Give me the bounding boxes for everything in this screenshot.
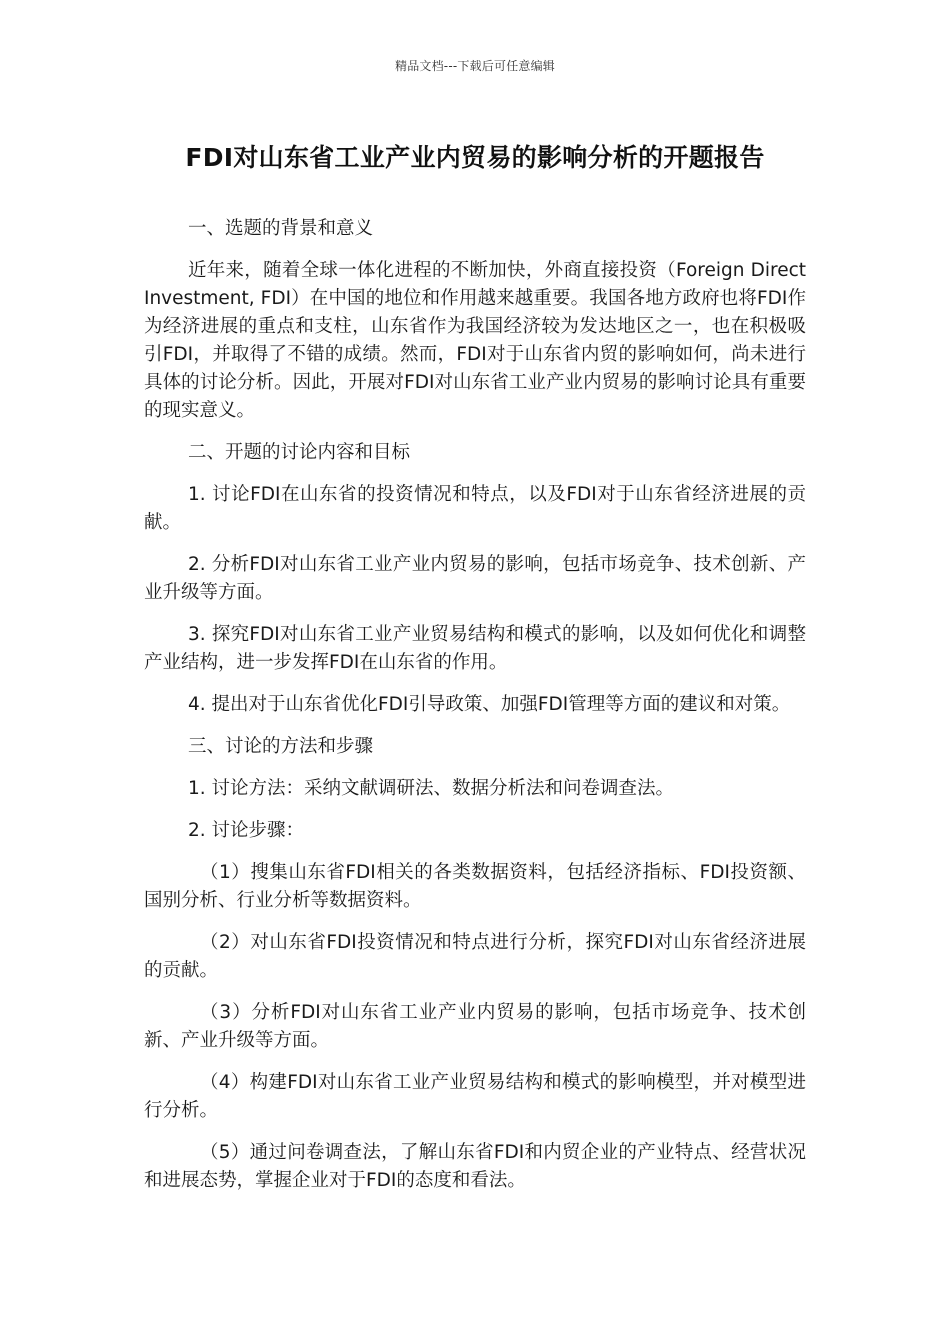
list-item-goal-3: 3. 探究FDI对山东省工业产业贸易结构和模式的影响，以及如何优化和调整产业结构，进一步发挥FDI在山东省的作用。: [144, 624, 806, 673]
list-item-steps: 2. 讨论步骤：: [188, 820, 305, 841]
document-title: FDI对山东省工业产业内贸易的影响分析的开题报告: [185, 143, 765, 172]
step-item-2: （2）对山东省FDI投资情况和特点进行分析，探究FDI对山东省经济进展的贡献。: [144, 932, 806, 981]
list-item-goal-4: 4. 提出对于山东省优化FDI引导政策、加强FDI管理等方面的建议和对策。: [188, 694, 791, 715]
section-heading-background: 一、选题的背景和意义: [188, 218, 374, 239]
step-item-3: （3）分析FDI对山东省工业产业内贸易的影响，包括市场竞争、技术创新、产业升级等方面。: [144, 1002, 806, 1051]
header-note: 精品文档---下载后可任意编辑: [395, 59, 555, 73]
paragraph-background: 近年来，随着全球一体化进程的不断加快，外商直接投资（Foreign Direct Investment, FDI）在中国的地位和作用越来越重要。我国各地方政府也将FDI作为经济进展的重点和支柱，山东省作为我国经济较为发达地区之一，也在积极吸引FDI，并取得了不错的成绩。然而，FDI对于山东省内贸的影响如何，尚未进行具体的讨论分析。因此，开展对FDI对山东省工业产业内贸易的影响讨论具有重要的现实意义。: [144, 260, 806, 421]
step-item-1: （1）搜集山东省FDI相关的各类数据资料，包括经济指标、FDI投资额、国别分析、行业分析等数据资料。: [144, 862, 806, 911]
list-item-method: 1. 讨论方法：采纳文献调研法、数据分析法和问卷调查法。: [188, 778, 675, 799]
section-heading-methods: 三、讨论的方法和步骤: [188, 736, 374, 757]
step-item-5: （5）通过问卷调查法，了解山东省FDI和内贸企业的产业特点、经营状况和进展态势，掌握企业对于FDI的态度和看法。: [144, 1142, 806, 1191]
list-item-goal-1: 1. 讨论FDI在山东省的投资情况和特点，以及FDI对于山东省经济进展的贡献。: [144, 484, 806, 533]
section-heading-content: 二、开题的讨论内容和目标: [188, 442, 411, 463]
step-item-4: （4）构建FDI对山东省工业产业贸易结构和模式的影响模型，并对模型进行分析。: [144, 1072, 806, 1121]
document-body: [144, 215, 806, 1209]
list-item-goal-2: 2. 分析FDI对山东省工业产业内贸易的影响，包括市场竞争、技术创新、产业升级等方面。: [144, 554, 806, 603]
